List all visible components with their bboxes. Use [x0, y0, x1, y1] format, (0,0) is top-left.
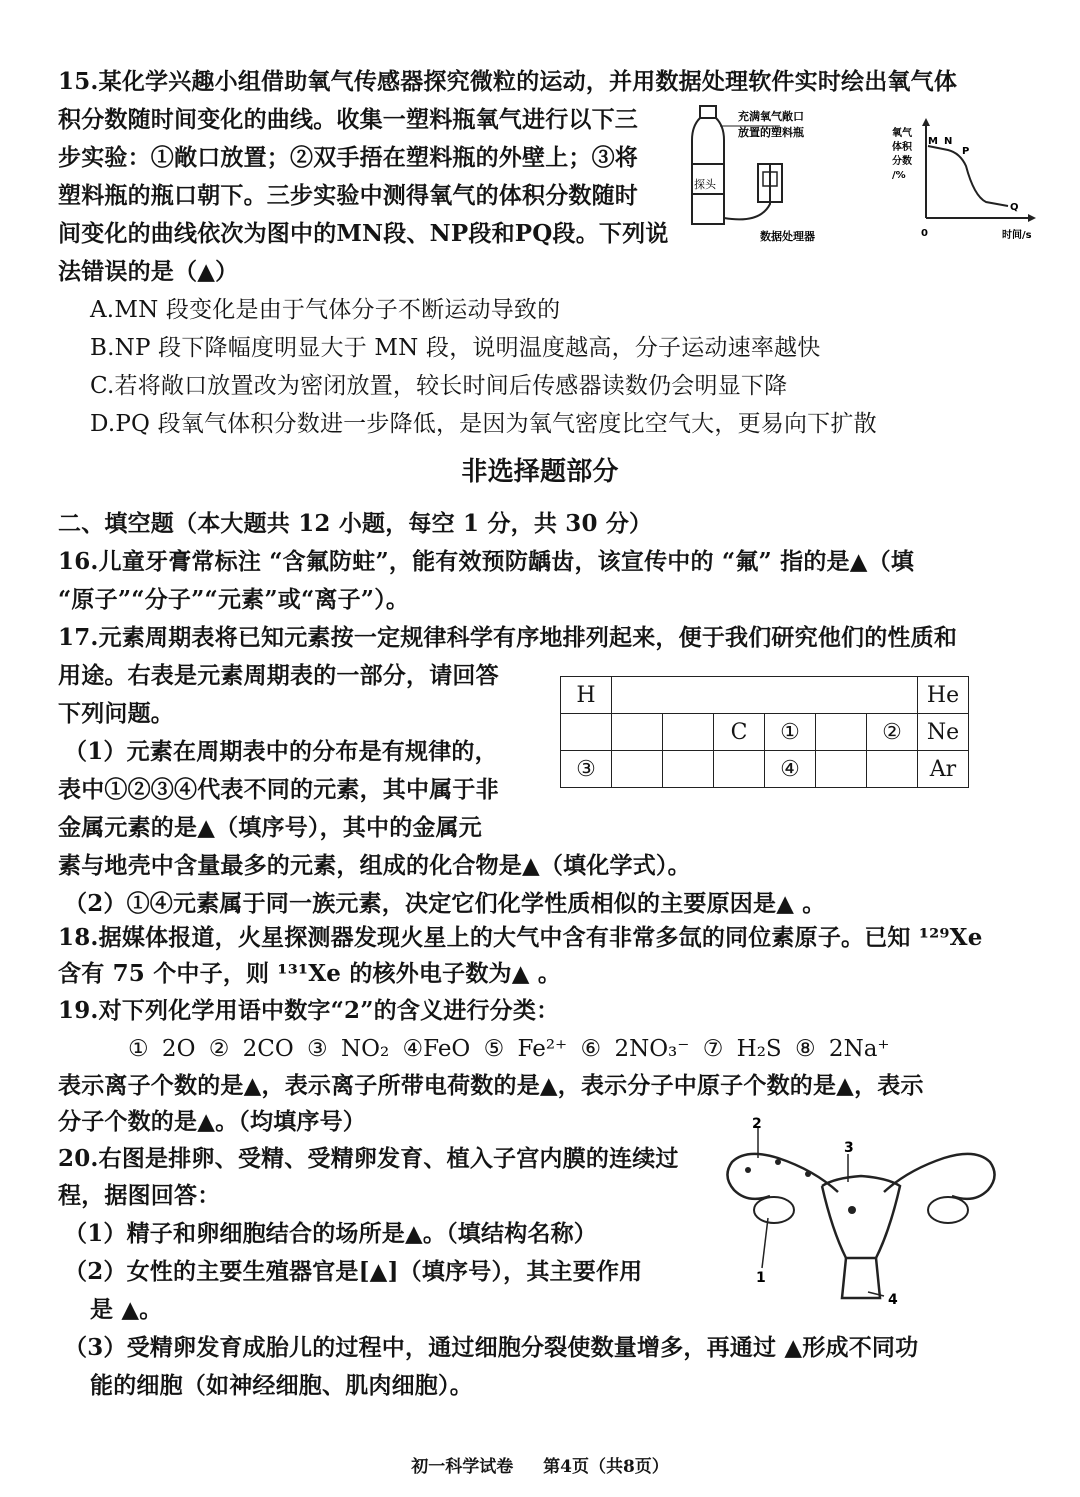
q15-option-a: A.MN 段变化是由于气体分子不断运动导致的 [90, 297, 561, 323]
vagina [842, 1258, 880, 1298]
egg-cell-1 [745, 1167, 751, 1173]
plastic-bottle-figure [692, 106, 724, 224]
label-4: 4 [888, 1292, 898, 1308]
cell-r2-2 [612, 714, 663, 751]
point-m-label: M [928, 136, 938, 147]
point-p-label: P [962, 146, 970, 157]
origin-label: 0 [921, 228, 928, 239]
embryo-implant [848, 1206, 856, 1214]
label-1-pointer [762, 1218, 768, 1268]
y-label-2: 体积 [892, 142, 912, 153]
q15-line4: 塑料瓶的瓶口朝下。三步实验中测得氧气的体积分数随时 [58, 182, 638, 209]
left-ovary [754, 1197, 794, 1223]
footer-subject: 初一科学试卷 [411, 1457, 514, 1477]
egg-cell-2 [775, 1159, 781, 1165]
periodic-row-2 [561, 714, 969, 751]
q15-option-c: C.若将敞口放置改为密闭放置，较长时间后传感器读数仍会明显下降 [90, 373, 788, 399]
q17-line2: 用途。右表是元素周期表的一部分，请回答 [58, 662, 499, 689]
q20-line2: 程，据图回答： [58, 1182, 221, 1209]
q19-formula-list: ① 2O ② 2CO ③ NO₂ ④FeO ⑤ Fe²⁺ ⑥ 2NO₃⁻ ⑦ H₂S ⑧ 2Na⁺ [128, 1036, 890, 1062]
q15-option-b: B.NP 段下降幅度明显大于 MN 段，说明温度越高，分子运动速率越快 [90, 335, 821, 361]
q20-line5: 是 ▲。 [90, 1296, 163, 1323]
q15-line2: 积分数随时间变化的曲线。收集一塑料瓶氧气进行以下三 [58, 106, 638, 133]
cell-r3-6 [816, 751, 867, 788]
cell-r3-4 [714, 751, 765, 788]
q17-line5: 表中①②③④代表不同的元素，其中属于非 [58, 776, 499, 803]
periodic-row-3 [561, 751, 969, 788]
cell-element-1: ① [765, 714, 816, 751]
point-q-label: Q [1010, 202, 1019, 213]
q20-line7: 能的细胞（如神经细胞、肌肉细胞）。 [90, 1372, 473, 1399]
cell-r3-7 [867, 751, 918, 788]
label-3: 3 [844, 1140, 854, 1156]
cell-ar: Ar [918, 751, 969, 788]
q16-line1: 16.儿童牙膏常标注 “含氟防蛀”，能有效预防龋齿，该宣传中的 “氟” 指的是▲（填 [58, 548, 915, 575]
q20-line1: 20.右图是排卵、受精、受精卵发育、植入子宫内膜的连续过 [58, 1145, 679, 1172]
x-axis-arrow [1028, 214, 1036, 222]
q19-line3: 分子个数的是▲。（均填序号） [58, 1108, 366, 1135]
right-oviduct [884, 1154, 995, 1199]
egg-cell-3 [805, 1171, 811, 1177]
q19-line1: 19.对下列化学用语中数字“2”的含义进行分类： [58, 997, 560, 1024]
cell-c: C [714, 714, 765, 751]
section2-heading: 二、填空题（本大题共 12 小题，每空 1 分，共 30 分） [58, 510, 653, 537]
cell-r2-3 [663, 714, 714, 751]
right-ovary [928, 1197, 968, 1223]
page-footer [0, 1452, 1080, 1477]
q17-line3: 下列问题。 [58, 700, 174, 727]
q17-line4: （1）元素在周期表中的分布是有规律的， [64, 738, 498, 765]
software-label: 数据处理器 [760, 230, 815, 243]
cell-empty-gap [612, 677, 918, 714]
footer-page-number: 第4页（共8页） [543, 1457, 669, 1477]
y-label-4: /% [892, 170, 906, 181]
cell-he: He [918, 677, 969, 714]
y-label-1: 氧气 [892, 128, 912, 139]
q18-line1: 18.据媒体报道，火星探测器发现火星上的大气中含有非常多氙的同位素原子。已知 ¹²⁹Xe [58, 924, 983, 951]
q18-line2: 含有 75 个中子，则 ¹³¹Xe 的核外电子数为▲ 。 [58, 960, 562, 987]
q16-line2: “原子”“分子”“元素”或“离子”）。 [58, 586, 410, 613]
cell-element-4: ④ [765, 751, 816, 788]
oxygen-fraction-graph [890, 118, 1040, 243]
female-reproductive-diagram [718, 1118, 1004, 1314]
q17-line7: 素与地壳中含量最多的元素，组成的化合物是▲（填化学式）。 [58, 852, 691, 879]
left-oviduct [727, 1154, 838, 1199]
cell-element-3: ③ [561, 751, 612, 788]
bottle-label-2: 放置的塑料瓶 [738, 126, 804, 139]
periodic-table-excerpt [560, 676, 969, 788]
cell-element-2: ② [867, 714, 918, 751]
point-n-label: N [944, 136, 953, 147]
label-2: 2 [752, 1116, 762, 1132]
q20-line3: （1）精子和卵细胞结合的场所是▲。（填结构名称） [64, 1220, 597, 1247]
q15-option-d: D.PQ 段氧气体积分数进一步降低，是因为氧气密度比空气大，更易向下扩散 [90, 411, 877, 437]
sensor-probe-label: 探头 [694, 178, 716, 191]
label-1: 1 [756, 1270, 766, 1286]
cell-r2-1 [561, 714, 612, 751]
q15-line6: 法错误的是（▲） [58, 258, 239, 285]
q15-line5: 间变化的曲线依次为图中的MN段、NP段和PQ段。下列说 [58, 220, 669, 247]
cell-h: H [561, 677, 612, 714]
cell-r3-2 [612, 751, 663, 788]
section-title: 非选择题部分 [461, 457, 619, 487]
y-label-3: 分数 [892, 156, 912, 167]
q17-line6: 金属元素的是▲（填序号），其中的金属元 [58, 814, 482, 841]
periodic-row-1 [561, 677, 969, 714]
cell-ne: Ne [918, 714, 969, 751]
q17-line8: （2）①④元素属于同一族元素，决定它们化学性质相似的主要原因是▲ 。 [64, 890, 826, 917]
q19-line2: 表示离子个数的是▲，表示离子所带电荷数的是▲，表示分子中原子个数的是▲，表示 [58, 1072, 924, 1099]
label-4-pointer [868, 1292, 884, 1296]
q15-line3: 步实验：①敞口放置；②双手捂在塑料瓶的外壁上；③将 [58, 144, 638, 171]
q20-line6: （3）受精卵发育成胎儿的过程中，通过细胞分裂使数量增多，再通过 ▲形成不同功 [64, 1334, 919, 1361]
x-axis-label: 时间/s [1002, 230, 1032, 241]
q15-line1: 15.某化学兴趣小组借助氧气传感器探究微粒的运动，并用数据处理软件实时绘出氧气体 [58, 68, 958, 95]
cell-r2-6 [816, 714, 867, 751]
oxygen-sensor-apparatus [690, 104, 860, 244]
q17-line1: 17.元素周期表将已知元素按一定规律科学有序地排列起来，便于我们研究他们的性质和 [58, 624, 958, 651]
q20-line4: （2）女性的主要生殖器官是[▲]（填序号），其主要作用 [64, 1258, 643, 1285]
y-axis-arrow [922, 118, 930, 126]
cell-r3-3 [663, 751, 714, 788]
bottle-label-1: 充满氧气敞口 [738, 110, 804, 123]
